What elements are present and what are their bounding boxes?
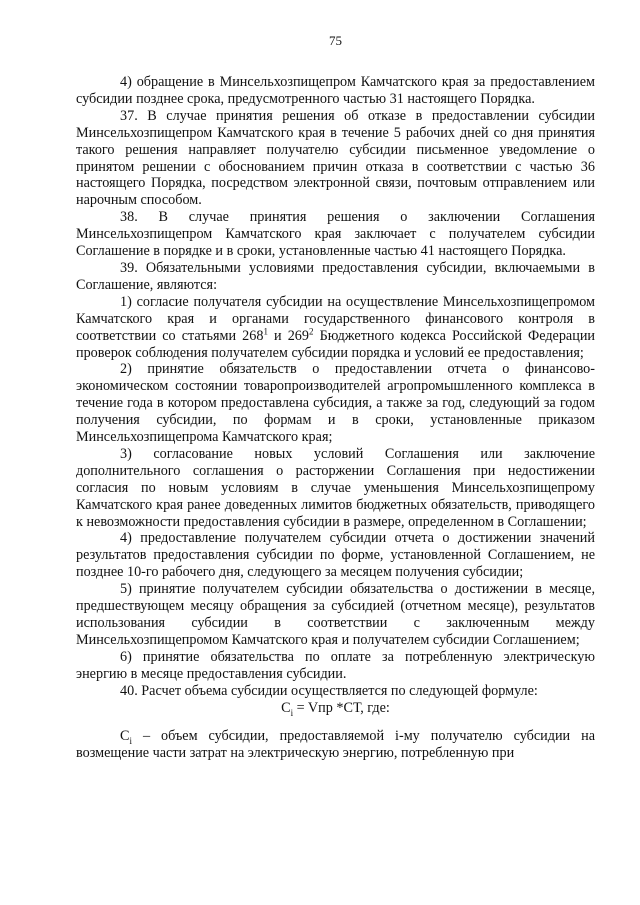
paragraph-38: 38. В случае принятия решения о заключении Соглашения Минсельхозпищепром Камчатского края заключает с получателем субсидии Соглашение в порядке и в сроки, установленные частью 41 настоящего Порядка. xyxy=(76,209,595,260)
item-1-text-c: Бюджетного кодекса Российской Федерации проверок соблюдения получателем субсидии порядка и условий ее предоставления; xyxy=(76,327,595,361)
paragraph-39-item-6: 6) принятие обязательства по оплате за потребленную электрическую энергию в месяце предоставления субсидии. xyxy=(76,648,595,682)
item-1-text-b: и 269 xyxy=(267,327,309,344)
superscript-1: 1 xyxy=(263,325,268,336)
paragraph-40: 40. Расчет объема субсидии осуществляется по следующей формуле: xyxy=(120,682,538,699)
paragraph-item-4: 4) обращение в Минсельхозпищепром Камчатского края за предоставлением субсидии позднее срока, предусмотренного частью 31 настоящего Порядка. xyxy=(76,74,595,107)
definition-symbol: C xyxy=(120,728,130,745)
subsidy-formula xyxy=(76,700,595,717)
paragraph-39-item-5: 5) принятие получателем субсидии обязательства о достижении в месяце, предшествующем месяцу обращения за субсидией (отчетном месяце), результатов использования субсидии в соответствии с заключенным между Минсельхозпищепромом Камчатского края и получателем субсидии Соглашением; xyxy=(76,581,595,648)
spacer xyxy=(76,716,595,728)
formula-symbol: C xyxy=(281,699,291,716)
paragraph-39-item-3: 3) согласование новых условий Соглашения или заключение дополнительного соглашения о расторжении Соглашения при недостижении согласия по новым условиям в случае уменьшения Минсельхозпищепрому Камчатского края ранее доведенных лимитов бюджетных обязательств, приводящего к невозможности предоставления субсидии в размере, определенном в Соглашении; xyxy=(76,445,595,530)
page-number: 75 xyxy=(329,33,342,48)
definition-text: – объем субсидии, предоставляемой i-му получателю субсидии на возмещение части затрат на электрическую энергию, потребленную при xyxy=(76,728,595,762)
definition-subscript: i xyxy=(129,736,132,747)
formula-expression: = Vпр *СТ, где: xyxy=(293,699,390,716)
item-1-text-a: 1) согласие получателя субсидии на осуществление Минсельхозпищепромом Камчатского края и органами государственного финансового контроля в соответствии со статьями 268 xyxy=(76,293,595,344)
paragraph-37: 37. В случае принятия решения об отказе в предоставлении субсидии Минсельхозпищепром Камчатского края в течение 5 рабочих дней со дня принятия такого решения направляет получателю субсидии письменное уведомление о принятом решении с обоснованием причин отказа в соответствии с частью 36 настоящего Порядка, посредством электронной связи, почтовым отправлением или нарочным способом. xyxy=(76,107,595,209)
paragraph-39-item-1 xyxy=(76,294,595,362)
paragraph-39: 39. Обязательными условиями предоставления субсидии, включаемыми в Соглашение, являются: xyxy=(76,259,595,293)
paragraph-39-item-4: 4) предоставление получателем субсидии отчета о достижении значений результатов предоставления субсидии по форме, установленной Соглашением, не позднее 10-го рабочего дня, следующего за месяцем получения субсидии; xyxy=(76,530,595,581)
paragraph-definition-ci xyxy=(76,728,595,762)
paragraph-39-item-2: 2) принятие обязательств о предоставлении отчета о финансово-экономическом состоянии товаропроизводителей агропромышленного комплекса в течение года в котором предоставлена субсидия, а также за год, следующий за годом получения субсидии, по формам и в сроки, установленные приказом Минсельхозпищепрома Камчатского края; xyxy=(76,361,595,446)
superscript-2: 2 xyxy=(308,325,314,336)
formula-subscript: i xyxy=(290,707,294,718)
